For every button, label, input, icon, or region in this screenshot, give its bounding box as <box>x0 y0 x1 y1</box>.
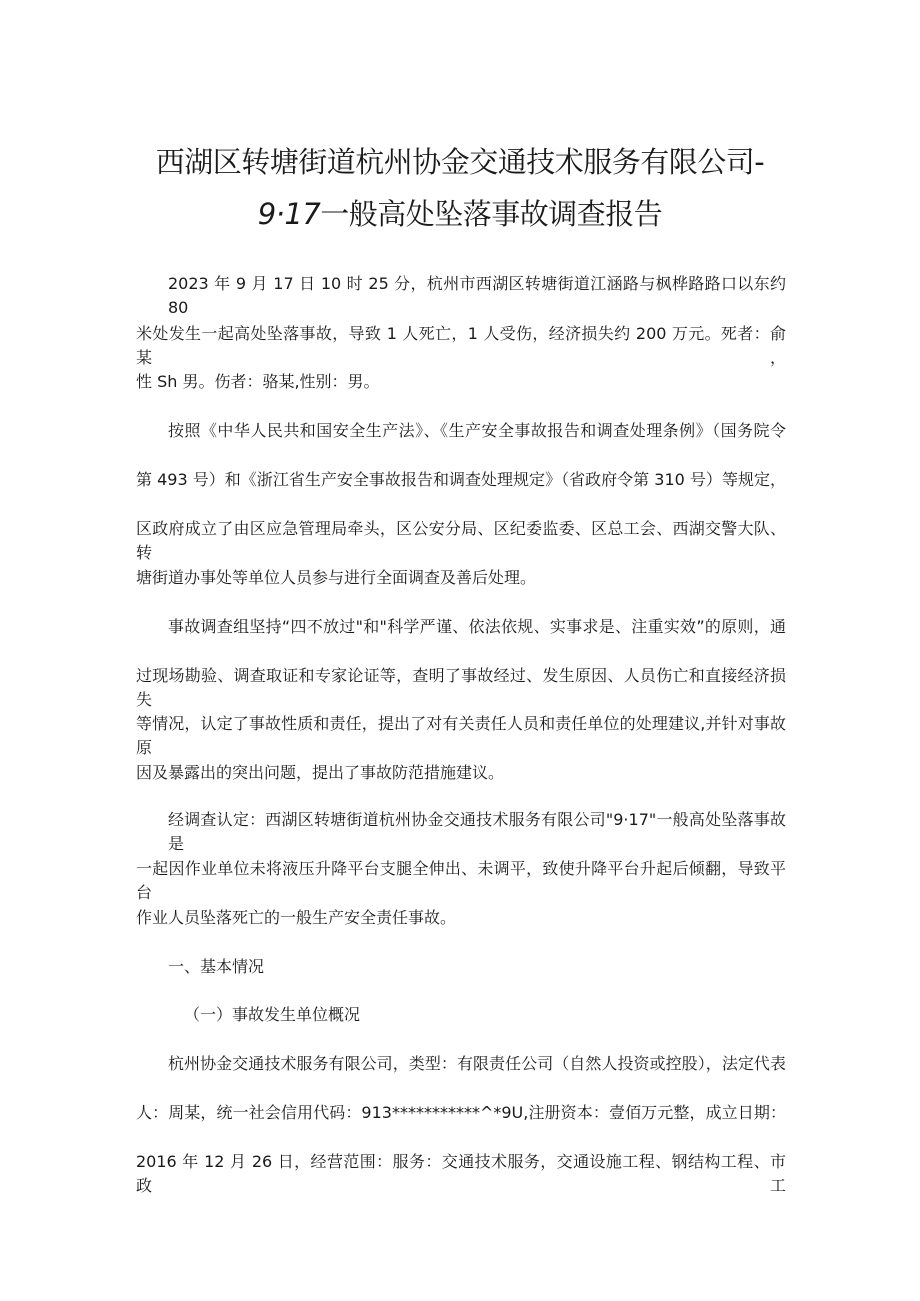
paragraph-line: 一起因作业单位未将液压升降平台支腿全伸出、未调平，致使升降平台升起后倾翻，导致平台 <box>136 859 786 902</box>
title-report-name: 一般高处坠落事故调查报告 <box>320 197 663 231</box>
paragraph-line: 区政府成立了由区应急管理局牵头，区公安分局、区纪委监委、区总工会、西湖交警大队、转 <box>136 519 786 562</box>
paragraph-line: 过现场勘验、调查取证和专家论证等，查明了事故经过、发生原因、人员伤亡和直接经济损失 <box>136 666 786 709</box>
paragraph-line: 人：周某，统一社会信用代码：913***********^*9U,注册资本：壹佰万元整，成立日期： <box>136 1103 786 1122</box>
paragraph-line: 作业人员坠落死亡的一般生产安全责任事故。 <box>136 908 457 927</box>
paragraph-line: 米处发生一起高处坠落事故，导致 1 人死亡，1 人受伤，经济损失约 200 万元。死者：俞某， <box>136 324 786 367</box>
paragraph-line: 因及暴露出的突出问题，提出了事故防范措施建议。 <box>136 763 505 782</box>
title-date-number: 9·17 <box>257 197 321 231</box>
paragraph-line: 性 Sh 男。伤者：骆某,性别：男。 <box>136 372 380 391</box>
subsection-heading: （一）事故发生单位概况 <box>184 1005 361 1024</box>
paragraph-line: 按照《中华人民共和国安全生产法》、《生产安全事故报告和调查处理条例》（国务院令 <box>168 421 786 440</box>
document-title-line-2 <box>0 194 920 234</box>
paragraph-line: 第 493 号）和《浙江省生产安全事故报告和调查处理规定》（省政府令第 310 号）等规定， <box>136 470 786 489</box>
paragraph-line: 经调查认定：西湖区转塘街道杭州协金交通技术服务有限公司"9·17"一般高处坠落事故是 <box>168 810 786 853</box>
section-heading: 一、基本情况 <box>168 957 265 976</box>
paragraph-line: 杭州协金交通技术服务有限公司，类型：有限责任公司（自然人投资或控股），法定代表 <box>168 1054 786 1073</box>
paragraph-line: 2023 年 9 月 17 日 10 时 25 分，杭州市西湖区转塘街道江涵路与枫桦路路口以东约 80 <box>168 274 786 317</box>
paragraph-line: 塘街道办事处等单位人员参与进行全面调查及善后处理。 <box>136 568 537 587</box>
paragraph-line: 2016 年 12 月 26 日，经营范围：服务：交通技术服务，交通设施工程、钢结构工程、市政工 <box>136 1152 786 1195</box>
document-title-line-1: 西湖区转塘街道杭州协金交通技术服务有限公司- <box>155 145 765 179</box>
paragraph-line: 事故调查组坚持“四不放过"和"科学严谨、依法依规、实事求是、注重实效”的原则，通 <box>168 617 786 636</box>
paragraph-line: 等情况，认定了事故性质和责任，提出了对有关责任人员和责任单位的处理建议,并针对事故原 <box>136 714 786 757</box>
